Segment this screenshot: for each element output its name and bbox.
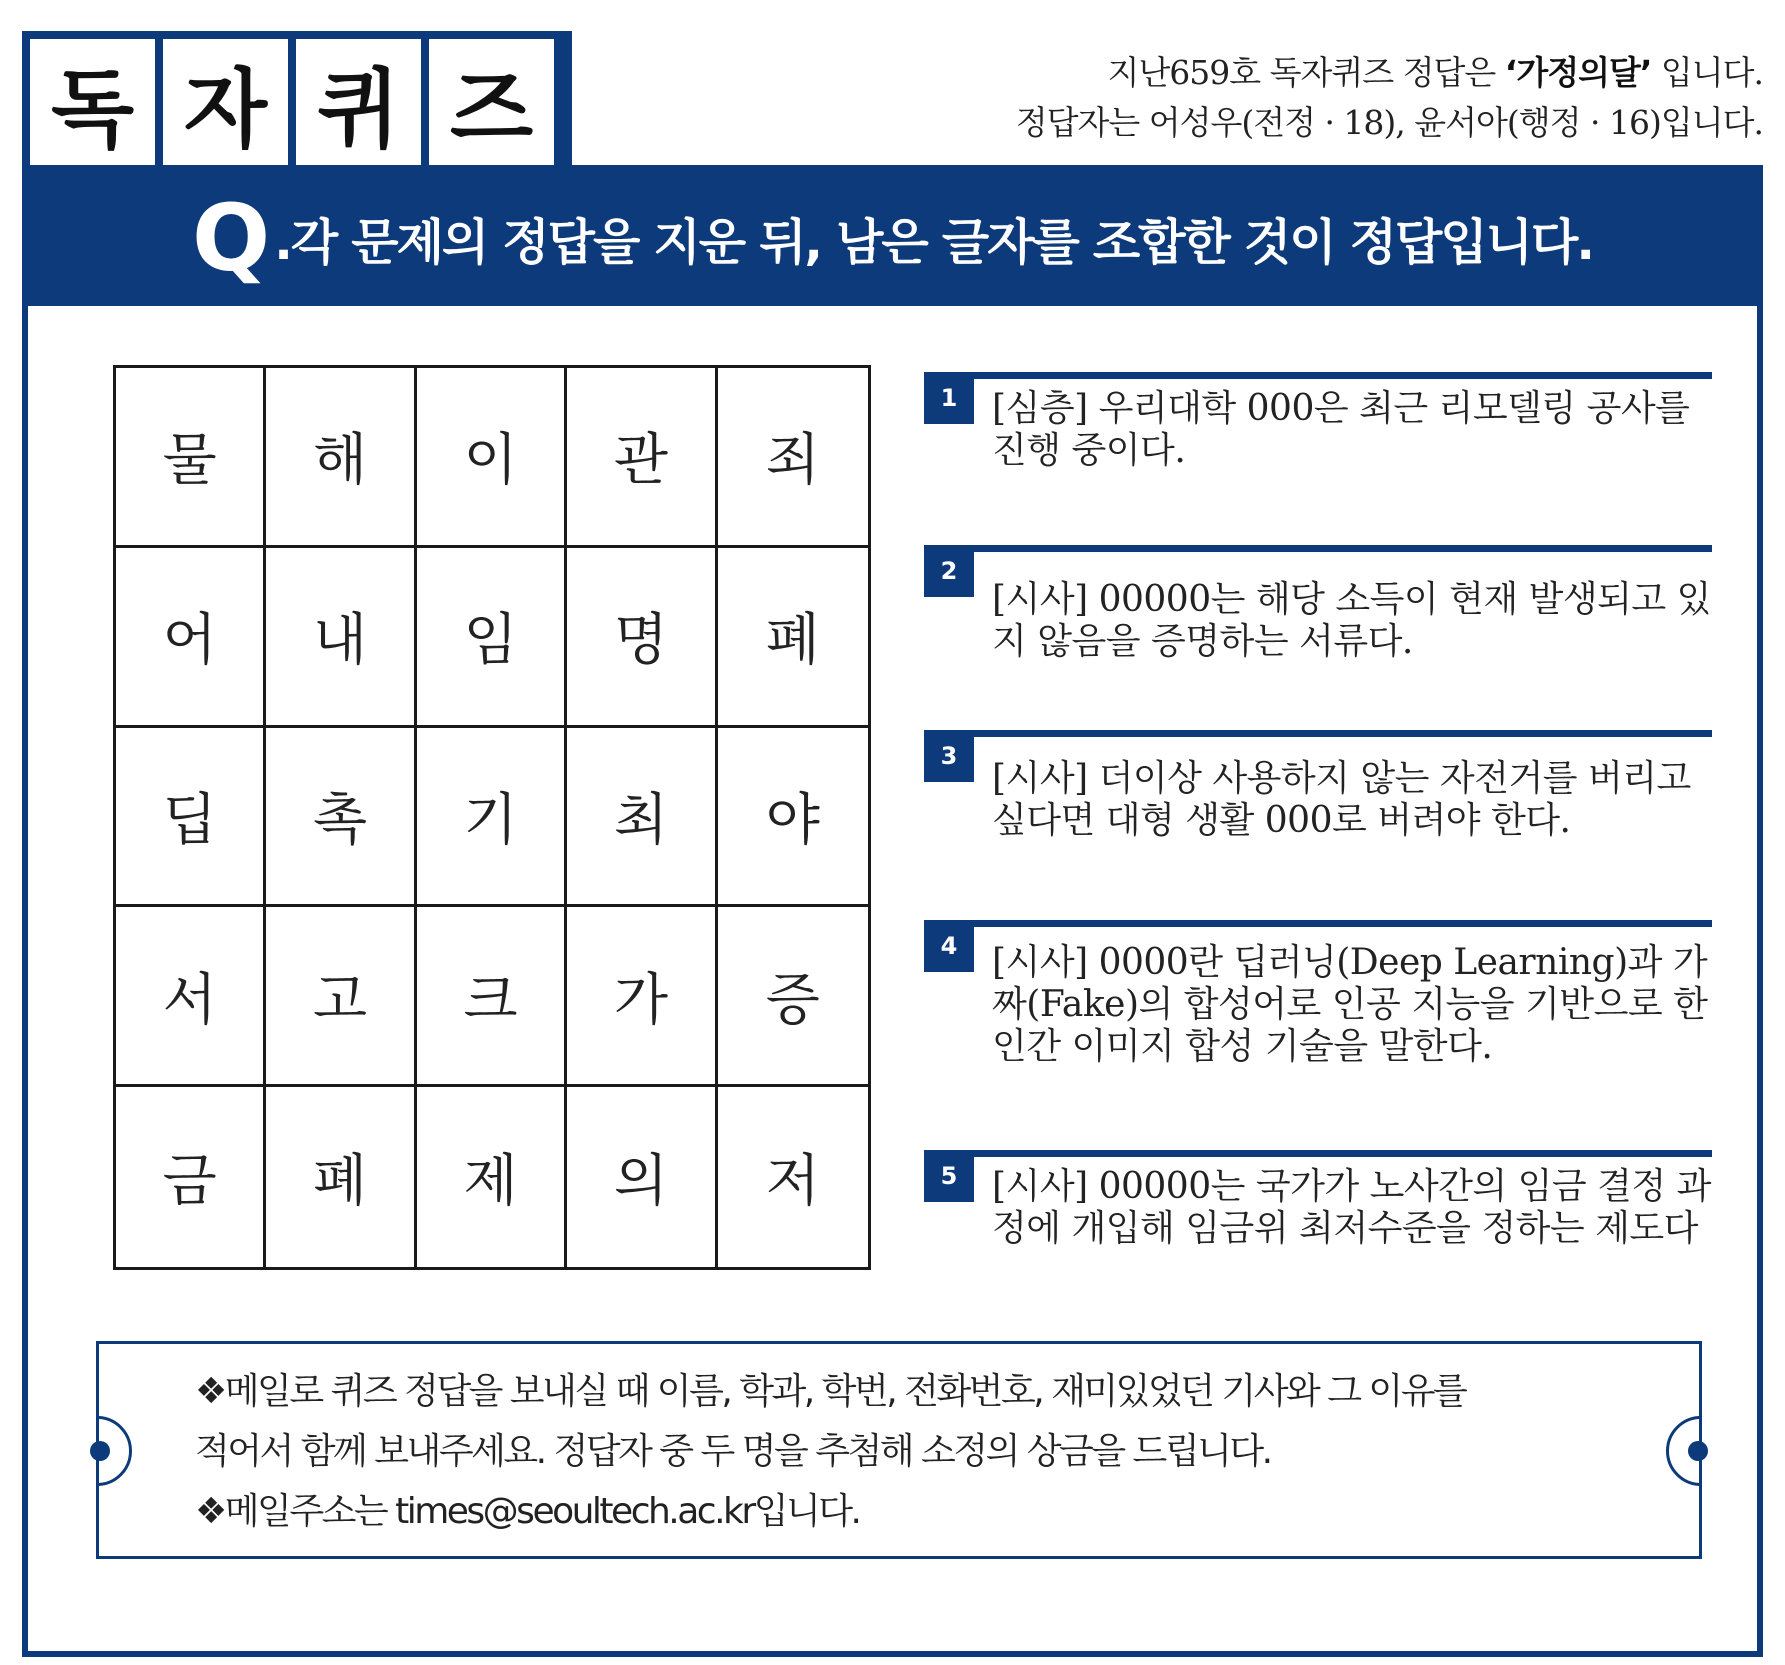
title-char: 즈 <box>429 39 554 165</box>
grid-cell: 제 <box>417 1087 567 1267</box>
notice-line: ❖메일로 퀴즈 정답을 보내실 때 이름, 학과, 학번, 전화번호, 재미있었던 기사와 그 이유를 <box>195 1371 1466 1412</box>
title-char: 자 <box>163 39 288 165</box>
question-number-badge: 4 <box>924 920 974 972</box>
quiz-title <box>22 31 572 165</box>
grid-cell: 임 <box>417 548 567 728</box>
question-text: [시사] 00000는 국가가 노사간의 임금 결정 과정에 개입해 임금위 최저수준을 정하는 제도다 <box>992 1166 1711 1249</box>
title-char: 독 <box>30 39 155 165</box>
grid-cell: 어 <box>116 548 266 728</box>
grid-cell: 가 <box>567 907 717 1087</box>
grid-cell: 딥 <box>116 728 266 908</box>
grid-cell: 폐 <box>266 1087 416 1267</box>
grid-cell: 증 <box>718 907 868 1087</box>
question-number-badge: 1 <box>924 372 974 424</box>
question-number-badge: 5 <box>924 1150 974 1202</box>
grid-cell: 물 <box>116 368 266 548</box>
notice-email-line: ❖메일주소는 times@seoultech.ac.kr입니다. <box>195 1491 860 1532</box>
previous-answer-value: ‘가정의달’ <box>1504 53 1652 92</box>
question-text: [시사] 0000란 딥러닝(Deep Learning)과 가짜(Fake)의 합성어로 인공 지능을 기반으로 한 인간 이미지 합성 기술을 말한다. <box>992 942 1708 1067</box>
grid-cell: 야 <box>718 728 868 908</box>
grid-cell: 죄 <box>718 368 868 548</box>
grid-cell: 의 <box>567 1087 717 1267</box>
previous-winners: 정답자는 어성우(전정 · 18), 윤서아(행정 · 16)입니다. <box>1015 103 1763 142</box>
grid-cell: 이 <box>417 368 567 548</box>
submission-notice <box>96 1341 1702 1559</box>
grid-cell: 고 <box>266 907 416 1087</box>
question-rule <box>924 545 1712 552</box>
grid-cell: 최 <box>567 728 717 908</box>
question-rule <box>924 1150 1712 1157</box>
grid-cell: 저 <box>765 1149 820 1215</box>
grid-cell: 해 <box>266 368 416 548</box>
dot-decoration <box>90 1441 110 1461</box>
grid-cell: 명 <box>567 548 717 728</box>
question-rule <box>924 920 1712 927</box>
question-rule <box>924 372 1712 379</box>
question-text: [시사] 00000는 해당 소득이 현재 발생되고 있지 않음을 증명하는 서류다. <box>992 579 1711 662</box>
question-text: [심층] 우리대학 000은 최근 리모델링 공사를 진행 중이다. <box>992 388 1690 471</box>
previous-answer-line1: 지난659호 독자퀴즈 정답은 ‘가정의달’ 입니다. <box>1107 53 1763 92</box>
previous-answer <box>1016 48 1763 148</box>
letter-grid <box>113 365 871 1270</box>
title-char: 퀴 <box>296 39 421 165</box>
grid-cell: 서 <box>116 907 266 1087</box>
question-rule <box>924 730 1712 737</box>
question-number-badge: 3 <box>924 730 974 782</box>
grid-cell: 크 <box>417 907 567 1087</box>
grid-cell: 기 <box>417 728 567 908</box>
notice-line: 적어서 함께 보내주세요. 정답자 중 두 명을 추첨해 소정의 상금을 드립니다. <box>195 1431 1271 1472</box>
question-text: [시사] 더이상 사용하지 않는 자전거를 버리고 싶다면 대형 생활 000로 버려야 한다. <box>992 758 1691 841</box>
dot-decoration <box>1688 1441 1708 1461</box>
grid-cell: 폐 <box>718 548 868 728</box>
notice-text <box>195 1362 1465 1542</box>
question-instruction: .각 문제의 정답을 지운 뒤, 남은 글자를 조합한 것이 정답입니다. <box>274 213 1593 271</box>
grid-cell: 내 <box>266 548 416 728</box>
question-banner <box>28 171 1757 306</box>
question-number-badge: 2 <box>924 545 974 597</box>
grid-cell: 금 <box>116 1087 266 1267</box>
grid-cell: 관 <box>567 368 717 548</box>
q-mark: Q <box>192 184 271 292</box>
grid-cell: 촉 <box>266 728 416 908</box>
